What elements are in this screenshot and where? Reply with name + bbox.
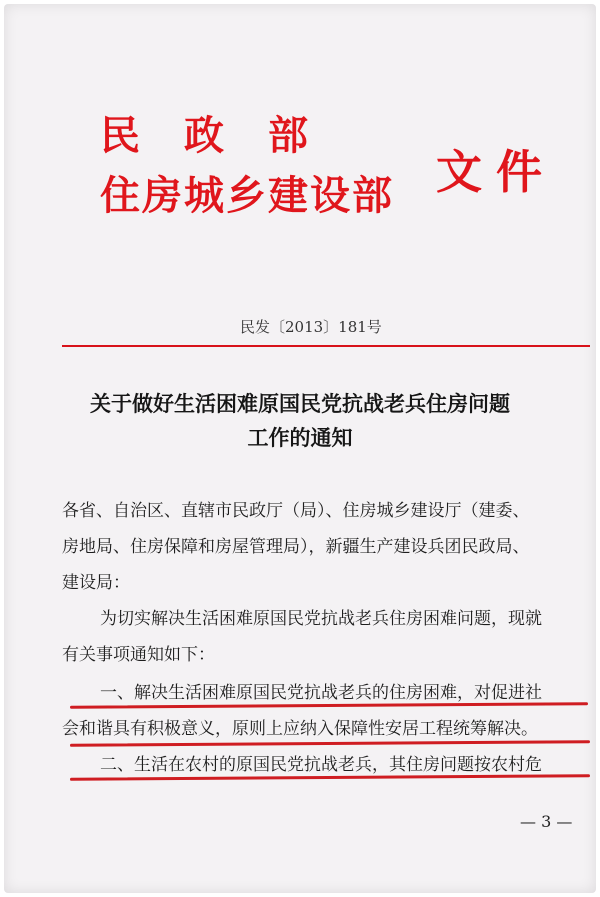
issuer-line-2: 住房城乡建设部	[100, 173, 394, 219]
red-underline	[70, 774, 590, 781]
document-title-line-2: 工作的通知	[247, 425, 353, 450]
issuer-line-1: 民政部	[100, 113, 352, 159]
document-word: 文件	[436, 145, 556, 199]
red-divider-line	[62, 345, 590, 347]
red-underline	[70, 740, 590, 747]
document-page	[4, 4, 596, 893]
body-line: 为切实解决生活困难原国民党抗战老兵住房困难问题，现就	[100, 609, 542, 629]
body-line: 会和谐具有积极意义，原则上应纳入保障性安居工程统筹解决。	[62, 719, 538, 739]
red-underline	[70, 702, 588, 709]
document-title-line-1: 关于做好生活困难原国民党抗战老兵住房问题	[90, 391, 510, 416]
page-number: — 3 —	[520, 812, 573, 831]
body-line: 有关事项通知如下：	[62, 645, 215, 665]
body-line: 二、生活在农村的原国民党抗战老兵，其住房问题按农村危	[100, 755, 542, 775]
body-line: 建设局：	[62, 573, 130, 593]
body-line: 一、解决生活困难原国民党抗战老兵的住房困难，对促进社	[100, 683, 542, 703]
body-line: 房地局、住房保障和房屋管理局），新疆生产建设兵团民政局、	[62, 537, 530, 557]
document-number: 民发〔2013〕181号	[240, 318, 382, 336]
body-line: 各省、自治区、直辖市民政厅（局）、住房城乡建设厅（建委、	[62, 501, 530, 521]
